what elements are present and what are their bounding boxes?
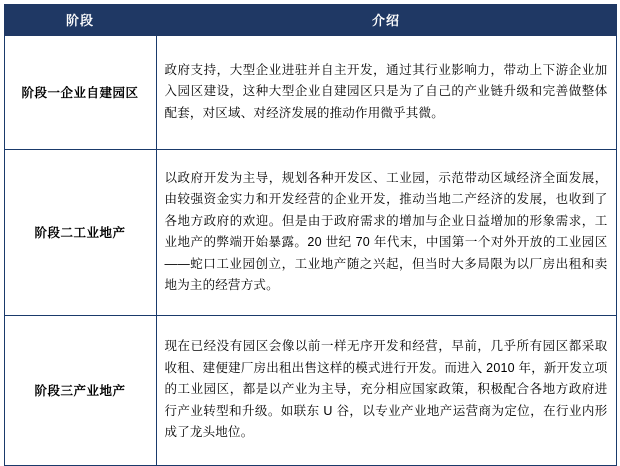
table-header-row <box>4 5 616 36</box>
stage-description: 政府支持，大型企业进驻并自主开发，通过其行业影响力，带动上下游企业加入园区建设，这种大型企业自建园区只是为了自己的产业链升级和完善做整体配套，对区域、对经济发展的推动作用微乎其微。 <box>156 36 616 150</box>
stage-description: 以政府开发为主导，规划各种开发区、工业园，示范带动区域经济全面发展，由较强资金实力和开发经营的企业开发，推动当地二产经济的发展，也收到了各地方政府的欢迎。但是由于政府需求的增加与企业日益增加的形象需求，工业地产的弊端开始暴露。20 世纪 70 年代末，中国第一个对外开放的工业园区——蛇口工业园创立，工业地产随之兴起，但当时大多局限为以厂房出租和卖地为主的经营方式。 <box>156 150 616 316</box>
stage-label: 阶段一企业自建园区 <box>4 36 156 150</box>
table-row <box>4 316 616 466</box>
table-body <box>4 36 616 466</box>
table-row <box>4 150 616 316</box>
stage-label: 阶段三产业地产 <box>4 316 156 466</box>
column-header-stage: 阶段 <box>4 5 156 36</box>
column-header-description: 介绍 <box>156 5 616 36</box>
stage-label: 阶段二工业地产 <box>4 150 156 316</box>
stage-table <box>4 4 617 466</box>
stage-description: 现在已经没有园区会像以前一样无序开发和经营，早前，几乎所有园区都采取收租、建便建厂房出租出售这样的模式进行开发。而进入 2010 年，新开发立项的工业园区，都是以产业为主导，充分相应国家政策，积极配合各地方政府进行产业转型和升级。如联东 U 谷，以专业产业地产运营商为定位，在行业内形成了龙头地位。 <box>156 316 616 466</box>
table-row <box>4 36 616 150</box>
table-header <box>4 5 616 36</box>
